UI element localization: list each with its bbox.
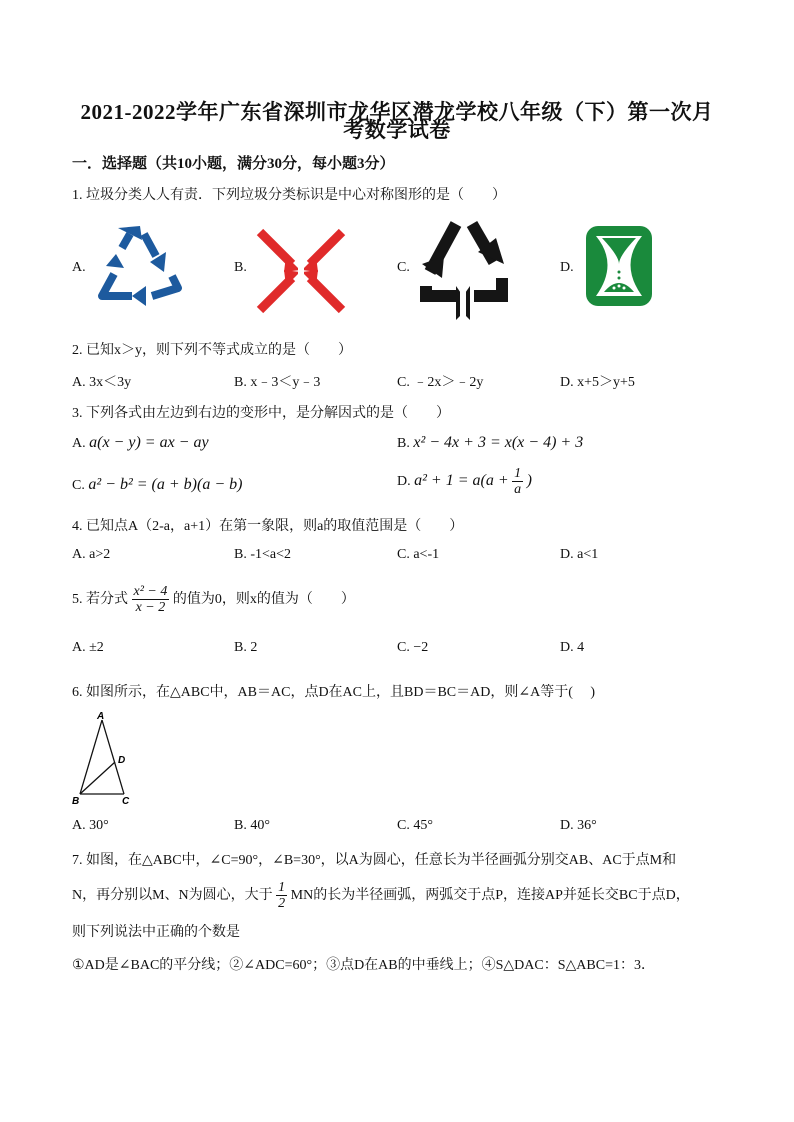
q3-c-expr: a² − b² = (a + b)(a − b) bbox=[88, 476, 243, 493]
q3-option-a bbox=[72, 434, 209, 452]
q1-option-a-label: A. bbox=[72, 260, 86, 275]
q3-a-label: A. bbox=[72, 436, 86, 451]
question-2-stem: 2. 已知x＞y，则下列不等式成立的是（ ） bbox=[72, 343, 352, 358]
q5-option-d: D. 4 bbox=[560, 640, 585, 655]
question-5-stem bbox=[72, 584, 355, 616]
question-6-stem: 6. 如图所示，在△ABC中，AB＝AC，点D在AC上，且BD＝BC＝AD，则∠A等于( ) bbox=[72, 685, 596, 700]
q7-line2-post: MN的长为半径画弧，两弧交于点P，连接AP并延长交BC于点D， bbox=[290, 888, 690, 904]
q3-d-expr-pre: a² + 1 = a(a + bbox=[414, 472, 509, 490]
recycle-triangle-icon bbox=[92, 224, 184, 306]
q3-b-expr: x² − 4x + 3 = x(x − 4) + 3 bbox=[413, 434, 584, 451]
q1-option-d-label: D. bbox=[560, 260, 574, 275]
question-7-line-3: 则下列说法中正确的个数是 bbox=[72, 925, 240, 940]
triangle-figure bbox=[70, 710, 140, 806]
title-line-2: 考数学试卷 bbox=[343, 118, 451, 142]
q3-d-label: D. bbox=[397, 474, 411, 490]
q2-option-a: A. 3x＜3y bbox=[72, 375, 132, 390]
black-recycle-icon bbox=[416, 216, 512, 320]
q5-option-b: B. 2 bbox=[234, 640, 258, 655]
q1-option-b-label: B. bbox=[234, 260, 247, 275]
q5-option-c: C. −2 bbox=[397, 640, 429, 655]
q3-d-expr-post: ) bbox=[526, 472, 532, 490]
q6-option-a: A. 30° bbox=[72, 818, 109, 833]
question-1-stem: 1. 垃圾分类人人有责．下列垃圾分类标识是中心对称图形的是（ ） bbox=[72, 188, 506, 203]
section-heading: 一．选择题（共10小题，满分30分，每小题3分） bbox=[72, 156, 395, 172]
q3-b-label: B. bbox=[397, 436, 410, 451]
question-4-stem: 4. 已知点A（2-a，a+1）在第一象限，则a的取值范围是（ ） bbox=[72, 519, 464, 534]
q2-option-c: C. ﹣2x＞﹣2y bbox=[397, 375, 484, 390]
label-b: B bbox=[72, 796, 80, 806]
q7-frac-num: 1 bbox=[278, 880, 286, 895]
q5-frac-num: x² − 4 bbox=[133, 584, 168, 599]
q7-frac-den: 2 bbox=[278, 896, 286, 912]
q3-c-label: C. bbox=[72, 478, 85, 493]
q3-option-c bbox=[72, 476, 242, 494]
question-7-line-1: 7. 如图，在△ABC中，∠C=90°，∠B=30°，以A为圆心，任意长为半径画弧分别交AB、AC于点M和 bbox=[72, 853, 677, 868]
q2-option-d: D. x+5＞y+5 bbox=[560, 375, 635, 390]
red-x-arrows-icon bbox=[256, 228, 346, 314]
q4-option-b: B. -1<a<2 bbox=[234, 547, 292, 562]
q6-option-c: C. 45° bbox=[397, 818, 433, 833]
q5-option-a: A. ±2 bbox=[72, 640, 104, 655]
q3-option-b bbox=[397, 434, 583, 452]
q3-option-d bbox=[397, 466, 532, 498]
q4-option-d: D. a<1 bbox=[560, 547, 599, 562]
q7-line2-pre: N，再分别以M、N为圆心，大于 bbox=[72, 888, 273, 904]
label-a: A bbox=[97, 711, 105, 722]
q3-d-frac-num: 1 bbox=[514, 466, 522, 481]
q1-option-c-label: C. bbox=[397, 260, 410, 275]
q5-stem-post: 的值为0，则x的值为（ ） bbox=[172, 592, 355, 608]
question-7-line-4: ①AD是∠BAC的平分线；②∠ADC=60°；③点D在AB的中垂线上；④S△DAC：S△ABC=1：3． bbox=[72, 958, 655, 973]
label-d: D bbox=[118, 755, 126, 766]
question-3-stem: 3. 下列各式由左边到右边的变形中，是分解因式的是（ ） bbox=[72, 406, 450, 421]
q3-d-frac-den: a bbox=[514, 482, 522, 498]
q3-a-expr: a(x − y) = ax − ay bbox=[89, 434, 209, 451]
title-line-1: 2021-2022学年广东省深圳市龙华区潜龙学校八年级（下）第一次月 bbox=[80, 100, 714, 124]
q4-option-a: A. a>2 bbox=[72, 547, 111, 562]
q5-stem-pre: 5. 若分式 bbox=[72, 592, 128, 608]
q5-frac-den: x − 2 bbox=[135, 600, 166, 616]
q4-option-c: C. a<-1 bbox=[397, 547, 440, 562]
q6-option-d: D. 36° bbox=[560, 818, 597, 833]
question-7-line-2 bbox=[72, 880, 690, 912]
q2-option-b: B. x﹣3＜y﹣3 bbox=[234, 375, 321, 390]
green-hourglass-icon bbox=[584, 224, 654, 308]
q6-option-b: B. 40° bbox=[234, 818, 270, 833]
label-c: C bbox=[122, 796, 130, 806]
